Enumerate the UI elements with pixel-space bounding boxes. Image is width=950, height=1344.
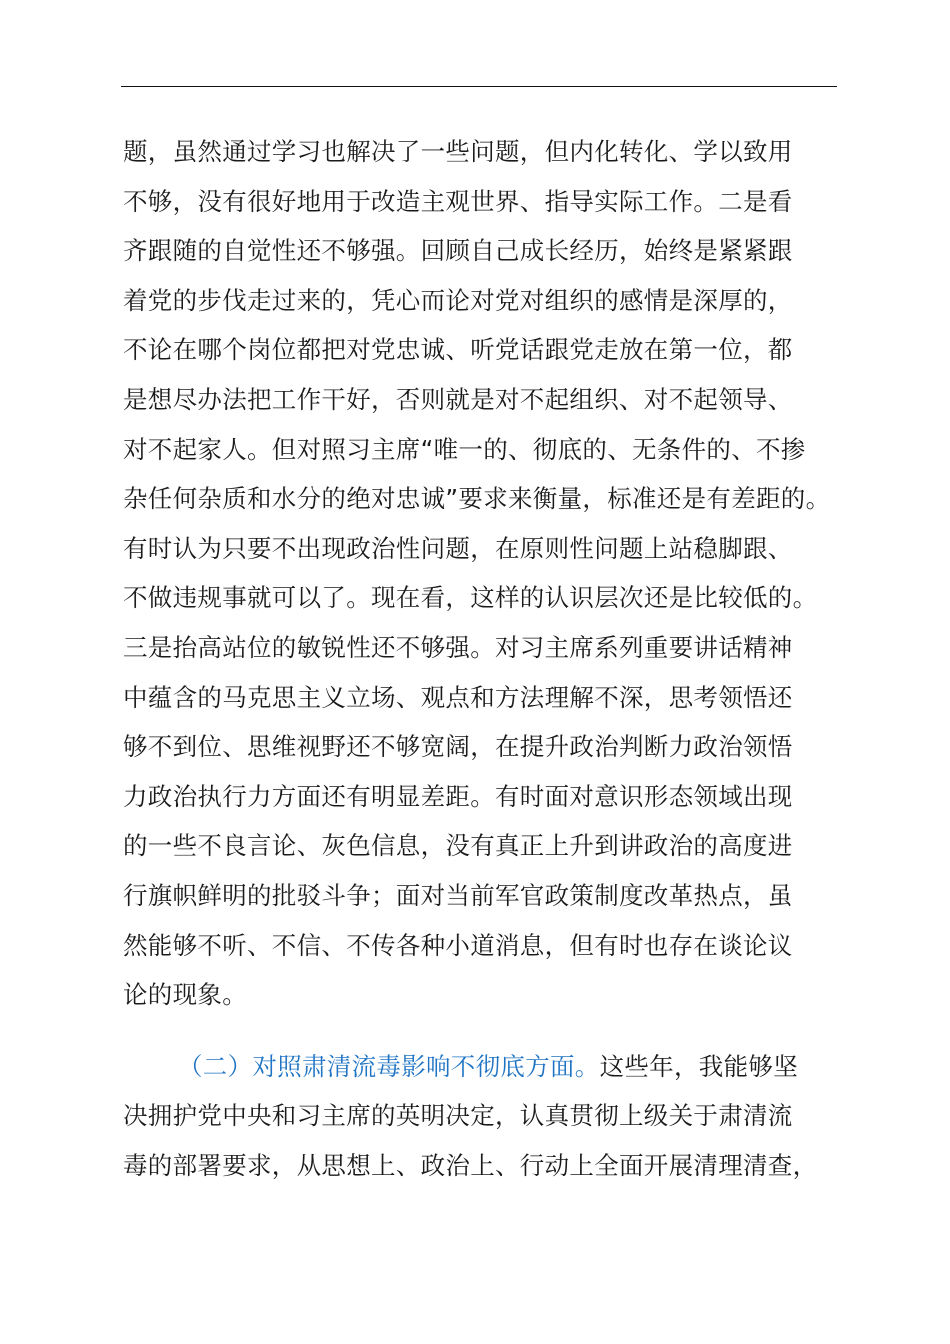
text-line: 不够，没有很好地用于改造主观世界、指导实际工作。二是看	[123, 186, 793, 216]
section-heading-continuation: 这些年，我能够坚	[599, 1051, 799, 1081]
text-line: 决拥护党中央和习主席的英明决定，认真贯彻上级关于肃清流	[123, 1101, 793, 1131]
text-line: 着党的步伐走过来的，凭心而论对党对组织的感情是深厚的，	[123, 285, 793, 315]
text-line: 三是抬高站位的敏锐性还不够强。对习主席系列重要讲话精神	[123, 632, 793, 662]
text-line: 够不到位、思维视野还不够宽阔，在提升政治判断力政治领悟	[123, 732, 793, 762]
document-body	[123, 127, 853, 1190]
text-line: 行旗帜鲜明的批驳斗争；面对当前军官政策制度改革热点，虽	[123, 880, 793, 910]
text-line: 不论在哪个岗位都把对党忠诚、听党话跟党走放在第一位，都	[123, 335, 793, 365]
section-heading: （二）对照肃清流毒影响不彻底方面。	[178, 1051, 600, 1081]
section-heading-line	[123, 1042, 853, 1092]
text-line: 毒的部署要求，从思想上、政治上、行动上全面开展清理清查，	[123, 1150, 818, 1180]
text-line: 的一些不良言论、灰色信息，没有真正上升到讲政治的高度进	[123, 831, 793, 861]
text-line: 题，虽然通过学习也解决了一些问题，但内化转化、学以致用	[123, 137, 793, 166]
text-line: 杂任何杂质和水分的绝对忠诚”要求来衡量，标准还是有差距的。	[123, 484, 831, 514]
text-line: 有时认为只要不出现政治性问题，在原则性问题上站稳脚跟、	[123, 533, 793, 563]
text-line: 然能够不听、不信、不传各种小道消息，但有时也存在谈论议	[123, 930, 793, 960]
text-line: 不做违规事就可以了。现在看，这样的认识层次还是比较低的。	[123, 583, 818, 613]
header-rule	[121, 86, 837, 87]
text-line: 中蕴含的马克思主义立场、观点和方法理解不深，思考领悟还	[123, 682, 793, 712]
text-line: 力政治执行力方面还有明显差距。有时面对意识形态领域出现	[123, 781, 793, 811]
text-line: 对不起家人。但对照习主席“唯一的、彻底的、无条件的、不掺	[123, 434, 806, 464]
text-line: 论的现象。	[123, 980, 247, 1010]
paragraph-gap	[123, 1020, 853, 1042]
text-line: 齐跟随的自觉性还不够强。回顾自己成长经历，始终是紧紧跟	[123, 236, 793, 266]
text-line: 是想尽办法把工作干好，否则就是对不起组织、对不起领导、	[123, 384, 793, 414]
